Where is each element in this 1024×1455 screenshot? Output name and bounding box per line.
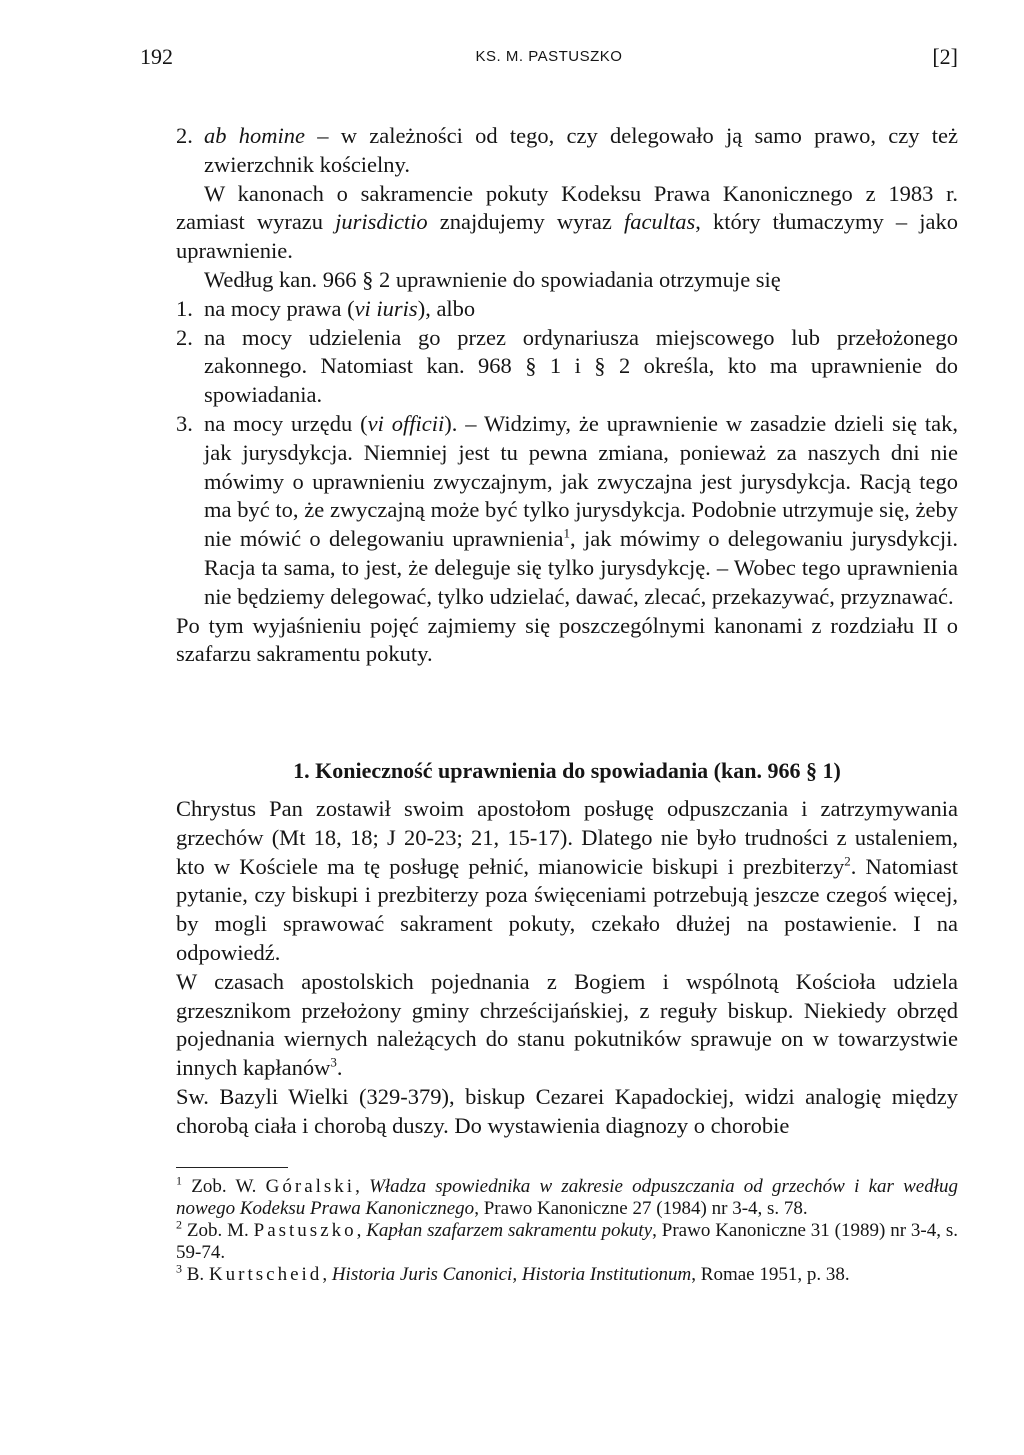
running-title: KS. M. PASTUSZKO xyxy=(475,48,623,65)
paragraph-chrystus: Chrystus Pan zostawił swoim apostołom posługę odpuszczania i zatrzymywania grzechów (Mt 18, 18; J 20-23; 21, 15-17). Dlatego nie było trudności z ustaleniem, kto w Kościele ma tę posługę pełnić, mianowicie biskupi i prezbiterzy$^2$. Natomiast pytanie, czy biskupi i prezbiterzy poza święceniami potrzebują jeszcze czegoś więcej, by mogli sprawować sakrament pokuty, czekało dłużej na postawienie. I na odpowiedź. xyxy=(176,796,958,965)
footnote-rule xyxy=(176,1167,288,1168)
footnote-2: $^2$ Zob. M. Pastuszko, Kapłan szafarzem sakramentu pokuty, Prawo Kanoniczne 31 (1989) nr 3-4, s. 59-74. xyxy=(176,1217,958,1263)
footnote-3: $^3$ B. Kurtscheid, Historia Juris Canonici, Historia Institutionum, Romae 1951, p. 38. xyxy=(176,1261,850,1285)
list-item-ab-homine: 2. ab homine – w zależności od tego, czy delegowało ją samo prawo, czy też zwierzchnik kościelny. xyxy=(176,123,958,177)
page-number: 192 xyxy=(140,44,173,69)
list-item-vi-iuris: 1. na mocy prawa (vi iuris), albo xyxy=(176,295,476,321)
list-item-ordynariusz: 2. na mocy udzielenia go przez ordynariusza miejscowego lub przełożonego zakonnego. Natomiast kan. 968 § 1 i § 2 określa, kto ma uprawnienie do spowiadania. xyxy=(176,324,958,408)
footnote-1: $^1$ Zob. W. Góralski, Władza spowiednika w zakresie odpuszczania od grzechów i kar według nowego Kodeksu Prawa Kanonicznego, Prawo Kanoniczne 27 (1984) nr 3-4, s. 78. xyxy=(176,1173,959,1219)
footnote-ref-2: 2 xyxy=(844,853,851,869)
paragraph-czasy-apostolskie: W czasach apostolskich pojednania z Bogiem i wspólnotą Kościoła udziela grzesznikom przełożony gminy chrześcijańskiej, z reguły biskup. Niekiedy obrzęd pojednania wiernych należących do stanu pokutników sprawuje on w towarzystwie innych kapłanów$^3$. xyxy=(176,968,958,1081)
paragraph-rozdzial-ii: Po tym wyjaśnieniu pojęć zajmiemy się poszczególnymi kanonami z rozdziału II o szafarzu sakramentu pokuty. xyxy=(176,612,958,667)
body-text-bottom xyxy=(176,795,958,1141)
footnotes xyxy=(176,1173,959,1286)
section-heading: 1. Konieczność uprawnienia do spowiadania (kan. 966 § 1) xyxy=(293,758,841,783)
list-item-vi-officii: 3. na mocy urzędu (vi officii). – Widzimy, że uprawnienie w zasadzie dzieli się tak, jak jurysdykcja. Niemniej jest tu pewna zmiana, ponieważ za naszych dni nie mówimy o uprawnieniu zwyczajnym, jak zwyczajna jest jurysdykcja. Racją tego ma być to, że zwyczajną może być tylko jurysdykcja. Podobnie utrzymuje się, żeby nie mówić o delegowaniu uprawnienia$^1$, jak mówimy o delegowaniu jurysdykcji. Racja ta sama, to jest, że deleguje się tylko jurysdykcję. – Wobec tego uprawnienia nie będziemy delegować, tylko udzielać, dawać, zlecać, przekazywać, przyznawać. xyxy=(176,410,959,609)
paragraph-bazyli: Sw. Bazyli Wielki (329-379), biskup Cezarei Kapadockiej, widzi analogię między chorobą ciała i chorobą duszy. Do wystawienia diagnozy o chorobie xyxy=(176,1083,958,1138)
paragraph-facultas: W kanonach o sakramencie pokuty Kodeksu Prawa Kanonicznego z 1983 r. zamiast wyrazu jurisdictio znajdujemy wyraz facultas, który tłumaczymy – jako uprawnienie. xyxy=(176,180,958,264)
section-marker: [2] xyxy=(932,44,958,69)
body-text-top xyxy=(176,122,958,669)
footnote-ref-1: 1 xyxy=(563,525,571,541)
running-header xyxy=(140,44,958,74)
footnote-ref-3: 3 xyxy=(330,1054,337,1070)
paragraph-kan-966: Według kan. 966 § 2 uprawnienie do spowiadania otrzymuje się xyxy=(204,266,781,292)
